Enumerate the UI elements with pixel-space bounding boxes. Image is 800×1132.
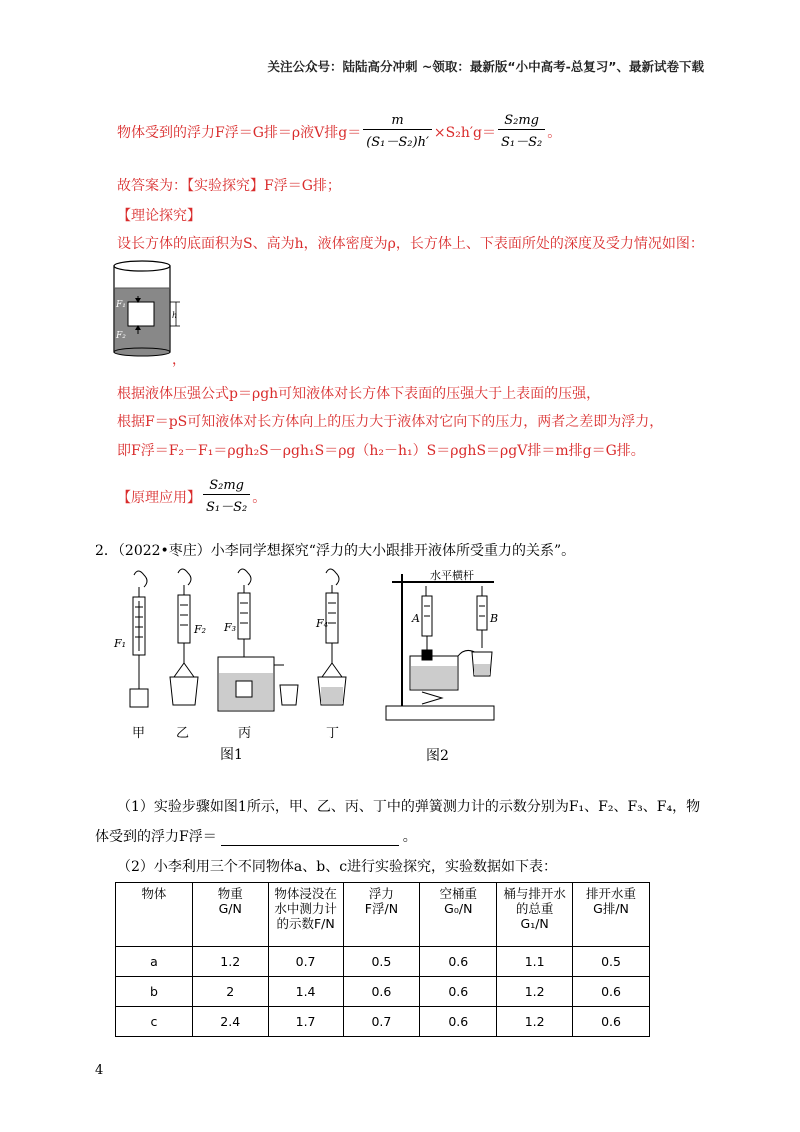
buoyancy-formula: [117, 113, 561, 150]
header-total-line2: 的总重: [515, 901, 554, 916]
table-cell: 1.1: [497, 947, 573, 977]
header-bucket-line1: 空桶重: [439, 886, 478, 901]
data-table: [115, 882, 650, 1037]
table-cell: 1.2: [497, 977, 573, 1007]
force-label-f1: F₁: [114, 637, 127, 650]
cylinder-label-h: h: [172, 311, 178, 320]
header-weight-line2: G/N: [218, 901, 242, 916]
figure-2: [382, 566, 498, 766]
figure-comma: ，: [172, 352, 186, 368]
force-label-f2: F₂: [194, 623, 207, 636]
force-label-f3: F₃: [224, 621, 237, 634]
header-displaced-water: [573, 883, 650, 947]
fraction-1-numerator: m: [363, 113, 432, 130]
scale-yi: [170, 569, 198, 705]
header-object: [116, 883, 193, 947]
formula-mid: ×S₂h′g＝: [433, 124, 496, 141]
fig1-caption: 图1: [220, 747, 243, 763]
table-cell: 0.7: [343, 1007, 420, 1037]
figure-1: [112, 565, 374, 765]
q1-text: （1）实验步骤如图1所示，甲、乙、丙、丁中的弹簧测力计的示数分别为F₁、F₂、F₃、F₄，物: [117, 799, 701, 815]
header-displaced-line1: 排开水重: [586, 886, 637, 901]
fig2-bar-label: 水平横杆: [430, 569, 474, 582]
table-cell: c: [116, 1007, 193, 1037]
header-displaced-line2: G排/N: [593, 901, 629, 916]
fig1-label-yi: 乙: [176, 726, 190, 741]
theory-line-1: 设长方体的底面积为S、高为h，液体密度为ρ，长方体上、下表面所处的深度及受力情况如图：: [117, 236, 704, 252]
principle-label: 【原理应用】: [117, 489, 201, 506]
question-title: 2．（2022•枣庄）小李同学想探究“浮力的大小跟排开液体所受重力的关系”。: [95, 543, 576, 559]
table-cell: 0.6: [343, 977, 420, 1007]
table-cell: 0.6: [420, 1007, 497, 1037]
header-weight-line1: 物重: [217, 886, 243, 901]
header-total-line1: 桶与排开水: [503, 886, 566, 901]
scale-ding: [318, 569, 346, 705]
principle-fraction: [203, 478, 250, 515]
principle-denominator: S₁－S₂: [206, 500, 248, 515]
theory-line-3: 根据F＝pS可知液体对长方体向上的压力大于液体对它向下的压力，两者之差即为浮力，: [117, 414, 664, 430]
table-cell: 0.6: [573, 977, 650, 1007]
fig2-label-a: A: [412, 612, 420, 625]
table-cell: 0.5: [343, 947, 420, 977]
scale-jia: [130, 571, 148, 707]
header-bucket-line2: G₀/N: [444, 901, 473, 916]
force-label-f4: F₄: [316, 617, 329, 630]
formula-fraction-2: [498, 113, 545, 150]
fig1-label-jia: 甲: [132, 726, 146, 741]
cylinder-label-f1: F₁: [116, 300, 126, 310]
table-cell: 0.6: [420, 947, 497, 977]
table-row: [116, 1007, 650, 1037]
header-empty-bucket: [420, 883, 497, 947]
header-immersed-line2: 水中测力计: [274, 901, 337, 916]
formula-end: 。: [547, 124, 562, 141]
fig2-label-b: B: [490, 612, 498, 625]
scale-bing: [218, 569, 298, 711]
page-number: 4: [95, 1063, 104, 1078]
header-bucket-total: [497, 883, 573, 947]
answer-blank[interactable]: [221, 831, 399, 846]
fraction-2-denominator: S₁－S₂: [501, 135, 543, 150]
principle-end: 。: [252, 489, 267, 506]
fig1-label-ding: 丁: [326, 726, 340, 741]
cylinder-figure: [108, 258, 188, 358]
table-cell: 0.6: [420, 977, 497, 1007]
table-row: [116, 977, 650, 1007]
header-object-line1: 物体: [141, 886, 167, 901]
table-cell: 2.4: [192, 1007, 268, 1037]
table-cell: 2: [192, 977, 268, 1007]
header-buoyancy-line1: 浮力: [368, 886, 394, 901]
table-row: [116, 947, 650, 977]
table-cell: 1.2: [497, 1007, 573, 1037]
q1-line-2: [95, 826, 417, 846]
table-cell: 1.2: [192, 947, 268, 977]
fraction-1-denominator: (S₁－S₂)h′: [366, 135, 429, 150]
cylinder-label-f2: F₂: [116, 331, 126, 341]
table-header-row: [116, 883, 650, 947]
fig1-label-bing: 丙: [238, 726, 252, 741]
table-cell: 1.4: [268, 977, 343, 1007]
q1-end: 。: [402, 829, 417, 845]
table-cell: 0.5: [573, 947, 650, 977]
header-buoyancy-line2: F浮/N: [364, 901, 399, 916]
header-immersed-reading: [268, 883, 343, 947]
table-cell: b: [116, 977, 193, 1007]
principle-line: [117, 478, 266, 515]
header-buoyancy: [343, 883, 420, 947]
q1-text-2: 体受到的浮力F浮＝: [95, 829, 217, 845]
principle-numerator: S₂mg: [203, 478, 250, 495]
table-cell: 0.6: [573, 1007, 650, 1037]
header-immersed-line3: 的示数F/N: [276, 916, 335, 931]
fig2-caption: 图2: [426, 748, 449, 764]
table-cell: a: [116, 947, 193, 977]
header-immersed-line1: 物体浸没在: [274, 886, 337, 901]
table-cell: 1.7: [268, 1007, 343, 1037]
theory-line-4: 即F浮＝F₂－F₁＝ρgh₂S－ρgh₁S＝ρg（h₂－h₁）S＝ρghS＝ρgV排＝m排g＝G排。: [117, 443, 645, 459]
answer-line: 故答案为：【实验探究】F浮＝G排；: [117, 178, 341, 194]
header-total-line3: G₁/N: [520, 916, 549, 931]
theory-title: 【理论探究】: [117, 208, 201, 224]
q2-text: （2）小李利用三个不同物体a、b、c进行实验探究，实验数据如下表：: [117, 859, 558, 875]
header-weight: [192, 883, 268, 947]
fraction-2-numerator: S₂mg: [498, 113, 545, 130]
table-cell: 0.7: [268, 947, 343, 977]
formula-prefix: 物体受到的浮力F浮＝G排＝ρ液V排g＝: [117, 124, 362, 141]
page-header: 关注公众号：陆陆高分冲刺 ~领取：最新版“小中高考-总复习”、最新试卷下载: [267, 59, 704, 74]
theory-line-2: 根据液体压强公式p＝ρgh可知液体对长方体下表面的压强大于上表面的压强，: [117, 386, 601, 402]
formula-fraction-1: [363, 113, 432, 150]
